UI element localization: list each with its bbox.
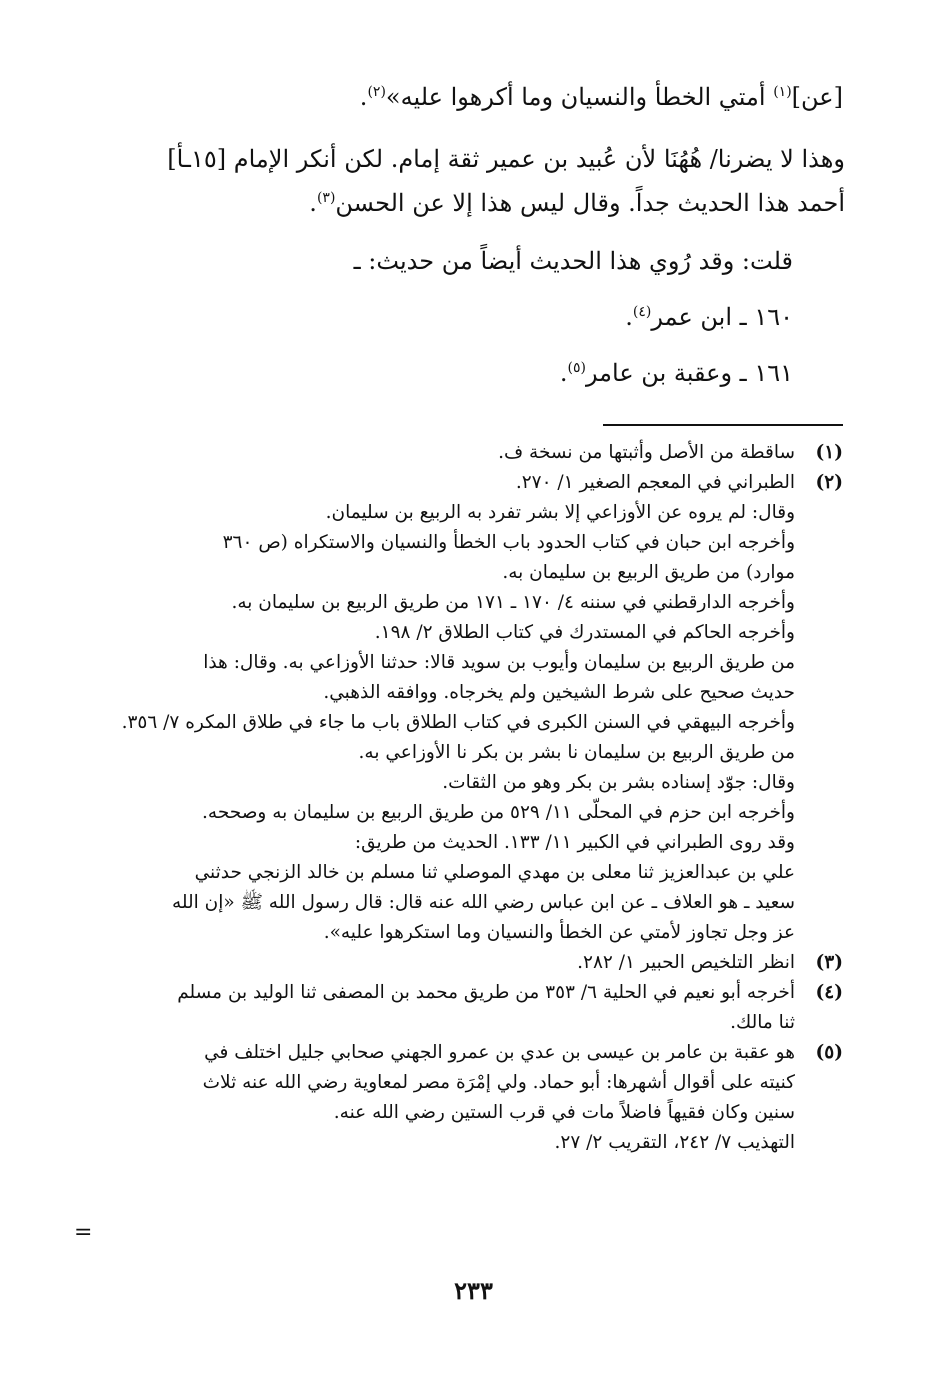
hadith-161: ١٦١ ـ وعقبة بن عامر$^{(٥)}$. [559,359,793,387]
footnote-line: وأخرجه ابن حبان في كتاب الحدود باب الخطأ والنسيان والاستكراه (ص ٣٦٠ [222,532,795,553]
footnote-5 [89,1038,843,1158]
footnote-line: التهذيب ٧/ ٢٤٢، التقريب ٢/ ٢٧. [554,1132,795,1153]
footnote-line: من طريق الربيع بن سليمان نا بشر بن بكر نا الأوزاعي به. [358,742,795,763]
footnote-ref-4[interactable]: (٤) [632,304,652,320]
continuation-mark: = [74,1220,93,1245]
footnote-line: وقال: جوّد إسناده بشر بن بكر وهو من الثقات. [442,772,795,793]
footnote-1 [89,438,843,468]
footnote-line: وأخرجه الدارقطني في سننه ٤/ ١٧٠ ـ ١٧١ من طريق الربيع بن سليمان به. [231,592,795,613]
footnote-ref-1[interactable]: (١) [773,84,792,100]
page-number: ٢٣٣ [454,1276,493,1305]
footnote-line: سنين وكان فقيهاً فاضلاً مات في قرب الستين رضي الله عنه. [333,1102,795,1123]
footnote-2-continuation [89,498,795,948]
main-line-2: وهذا لا يضرنا/ هُهُنَا لأن عُبيد بن عمير ثقة إمام. لكن أنكر الإمام [١٥ـأ] [167,145,845,173]
footnote-line: علي بن عبدالعزيز ثنا معلى بن مهدي الموصلي ثنا مسلم بن خالد الزنجي حدثني [194,862,795,883]
footnote-ref-2[interactable]: (٢) [367,84,386,100]
footnote-line: وأخرجه ابن حزم في المحلّى ١١/ ٥٢٩ من طريق الربيع بن سليمان به وصححه. [202,802,795,823]
footnote-divider [603,424,843,426]
footnote-number: (٢) [815,472,843,493]
footnote-number: (١) [815,442,843,463]
main-line-3: أحمد هذا الحديث جداً. وقال ليس هذا إلا عن الحسن$^{(٣)}$. [309,189,845,217]
footnote-line: وأخرجه البيهقي في السنن الكبرى في كتاب الطلاق باب ما جاء في طلاق المكره ٧/ ٣٥٦. [121,712,795,733]
main-line-1: [عن]$^{(١)}$ أمتي الخطأ والنسيان وما أكرهوا عليه»$^{(٢)}$. [359,83,843,111]
footnote-2 [89,468,843,498]
footnote-line: ثنا مالك. [730,1012,795,1033]
footnote-text: ساقطة من الأصل وأثبتها من نسخة ف. [498,442,795,463]
footnote-line: وقد روى الطبراني في الكبير ١١/ ١٣٣. الحديث من طريق: [354,832,795,853]
footnote-text: انظر التلخيص الحبير ١/ ٢٨٢. [577,952,795,973]
hadith-160: ١٦٠ ـ ابن عمر$^{(٤)}$. [625,303,793,331]
footnote-line: وأخرجه الحاكم في المستدرك في كتاب الطلاق ٢/ ١٩٨. [374,622,795,643]
footnote-text [89,1038,795,1158]
footnotes [89,438,843,1158]
main-line-4: قلت: وقد رُوي هذا الحديث أيضاً من حديث: ـ [353,247,793,275]
footnote-ref-5[interactable]: (٥) [567,360,586,376]
footnote-4 [89,978,843,1038]
footnote-number: (٣) [815,952,843,973]
footnote-line: عز وجل تجاوز لأمتي عن الخطأ والنسيان وما استكرهوا عليه». [323,922,795,943]
footnote-line: من طريق الربيع بن سليمان وأيوب بن سويد قالا: حدثنا الأوزاعي به. وقال: هذا [203,652,795,673]
footnote-line: كنيته على أقوال أشهرها: أبو حماد. ولي إمْرَة مصر لمعاوية رضي الله عنه ثلاث [202,1072,795,1093]
footnote-ref-3[interactable]: (٣) [316,190,336,206]
footnote-line: وقال: لم يروه عن الأوزاعي إلا بشر تفرد به الربيع بن سليمان. [325,502,795,523]
footnote-line: موارد) من طريق الربيع بن سليمان به. [502,562,795,583]
footnote-line: حديث صحيح على شرط الشيخين ولم يخرجاه. ووافقه الذهبي. [323,682,795,703]
footnote-line: أخرجه أبو نعيم في الحلية ٦/ ٣٥٣ من طريق محمد بن المصفى ثنا الوليد بن مسلم [177,982,795,1003]
footnote-line: سعيد ـ هو العلاف ـ عن ابن عباس رضي الله عنه قال: قال رسول الله ﷺ «إن الله [171,892,795,913]
footnote-text: الطبراني في المعجم الصغير ١/ ٢٧٠. [515,472,795,493]
footnote-text [89,978,795,1038]
footnote-line: هو عقبة بن عامر بن عيسى بن عدي بن عمرو الجهني صحابي جليل اختلف في [204,1042,795,1063]
footnote-3 [89,948,843,978]
footnote-number: (٥) [815,1042,843,1063]
footnote-number: (٤) [815,982,843,1003]
